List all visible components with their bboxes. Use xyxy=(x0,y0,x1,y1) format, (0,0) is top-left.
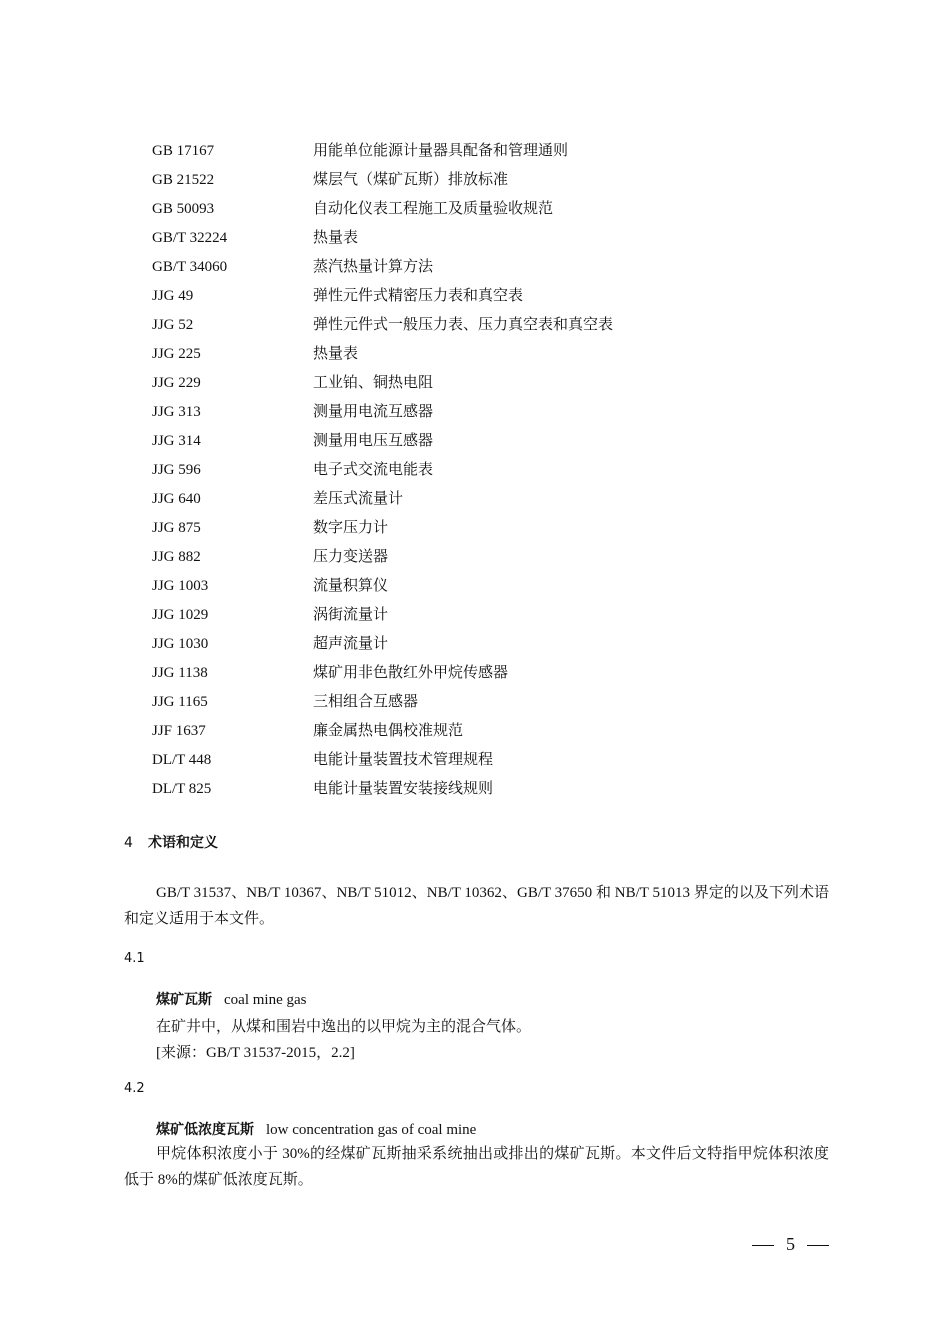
reference-code: JJG 1030 xyxy=(152,636,209,652)
reference-code: GB/T 34060 xyxy=(152,259,228,275)
reference-row xyxy=(152,252,613,281)
reference-code: JJG 49 xyxy=(152,288,194,304)
reference-row xyxy=(152,571,613,600)
clause-4-2-term xyxy=(156,1119,476,1139)
reference-code: GB 17167 xyxy=(152,143,215,159)
reference-row xyxy=(152,136,613,165)
reference-code: JJG 875 xyxy=(152,520,201,536)
term-chinese: 煤矿低浓度瓦斯 xyxy=(156,1122,254,1138)
reference-title: 廉金属热电偶校准规范 xyxy=(313,721,464,739)
reference-title: 电子式交流电能表 xyxy=(313,460,434,478)
reference-title: 热量表 xyxy=(313,344,359,362)
reference-title: 测量用电压互感器 xyxy=(313,431,434,449)
reference-title: 数字压力计 xyxy=(313,518,389,536)
reference-row xyxy=(152,281,613,310)
reference-title: 煤矿用非色散红外甲烷传感器 xyxy=(313,663,509,681)
reference-row xyxy=(152,658,613,687)
reference-title: 差压式流量计 xyxy=(313,489,404,507)
reference-row xyxy=(152,223,613,252)
reference-code: GB 21522 xyxy=(152,172,215,188)
reference-code: JJG 882 xyxy=(152,549,201,565)
reference-code: JJG 313 xyxy=(152,404,201,420)
reference-row xyxy=(152,513,613,542)
reference-code: GB/T 32224 xyxy=(152,230,228,246)
term-english: low concentration gas of coal mine xyxy=(266,1122,477,1138)
page-number-value: 5 xyxy=(786,1234,795,1254)
reference-row xyxy=(152,629,613,658)
reference-row xyxy=(152,484,613,513)
reference-row xyxy=(152,455,613,484)
reference-title: 电能计量装置技术管理规程 xyxy=(313,750,494,768)
reference-title: 弹性元件式一般压力表、压力真空表和真空表 xyxy=(313,315,614,333)
dash-right xyxy=(807,1245,829,1246)
reference-row xyxy=(152,165,613,194)
reference-row xyxy=(152,774,613,803)
reference-row xyxy=(152,368,613,397)
term-english: coal mine gas xyxy=(224,992,307,1008)
reference-row xyxy=(152,310,613,339)
clause-4-1-definition: 在矿井中，从煤和围岩中逸出的以甲烷为主的混合气体。 xyxy=(156,1019,532,1035)
reference-code: JJG 1165 xyxy=(152,694,208,710)
clause-4-2-definition: 甲烷体积浓度小于 30%的经煤矿瓦斯抽采系统抽出或排出的煤矿瓦斯。本文件后文特指甲烷体积浓度低于 8%的煤矿低浓度瓦斯。 xyxy=(124,1146,829,1188)
reference-row xyxy=(152,426,613,455)
reference-title: 流量积算仪 xyxy=(313,576,389,594)
reference-code: JJG 52 xyxy=(152,317,194,333)
reference-code: DL/T 825 xyxy=(152,781,212,797)
reference-title: 电能计量装置安装接线规则 xyxy=(313,779,494,797)
reference-title: 自动化仪表工程施工及质量验收规范 xyxy=(313,199,554,217)
reference-title: 工业铂、铜热电阻 xyxy=(313,373,434,391)
reference-code: JJG 229 xyxy=(152,375,201,391)
reference-code: JJG 314 xyxy=(152,433,201,449)
reference-title: 用能单位能源计量器具配备和管理通则 xyxy=(313,141,569,159)
reference-row xyxy=(152,600,613,629)
reference-title: 测量用电流互感器 xyxy=(313,402,434,420)
section-4-intro: GB/T 31537、NB/T 10367、NB/T 51012、NB/T 10362、GB/T 37650 和 NB/T 51013 界定的以及下列术语和定义适用于本文件。 xyxy=(124,885,829,927)
reference-code: JJG 225 xyxy=(152,346,201,362)
reference-row xyxy=(152,687,613,716)
reference-row xyxy=(152,339,613,368)
reference-title: 弹性元件式精密压力表和真空表 xyxy=(313,286,524,304)
term-chinese: 煤矿瓦斯 xyxy=(156,992,212,1008)
reference-code: JJG 1029 xyxy=(152,607,209,623)
page-number xyxy=(740,1234,841,1255)
reference-code: JJG 640 xyxy=(152,491,201,507)
normative-references-list xyxy=(152,136,613,803)
reference-title: 压力变送器 xyxy=(313,547,389,565)
reference-code: JJF 1637 xyxy=(152,723,206,739)
dash-left xyxy=(752,1245,774,1246)
reference-code: GB 50093 xyxy=(152,201,215,217)
reference-title: 涡街流量计 xyxy=(313,605,389,623)
reference-row xyxy=(152,397,613,426)
reference-title: 三相组合互感器 xyxy=(313,692,419,710)
reference-row xyxy=(152,194,613,223)
reference-row xyxy=(152,542,613,571)
reference-code: JJG 1138 xyxy=(152,665,208,681)
clause-4-1-term xyxy=(156,989,306,1009)
reference-title: 热量表 xyxy=(313,228,359,246)
reference-code: DL/T 448 xyxy=(152,752,212,768)
reference-code: JJG 596 xyxy=(152,462,201,478)
reference-row xyxy=(152,716,613,745)
clause-4-1-source: [来源：GB/T 31537-2015，2.2] xyxy=(156,1045,355,1061)
section-number: 4 xyxy=(124,835,133,851)
reference-title: 煤层气（煤矿瓦斯）排放标准 xyxy=(313,170,509,188)
reference-row xyxy=(152,745,613,774)
section-title: 术语和定义 xyxy=(148,835,218,851)
reference-code: JJG 1003 xyxy=(152,578,209,594)
reference-title: 蒸汽热量计算方法 xyxy=(313,257,434,275)
reference-title: 超声流量计 xyxy=(313,634,389,652)
section-4-heading xyxy=(124,832,218,852)
clause-4-2-number: 4.2 xyxy=(124,1081,145,1096)
clause-4-1-number: 4.1 xyxy=(124,951,145,966)
